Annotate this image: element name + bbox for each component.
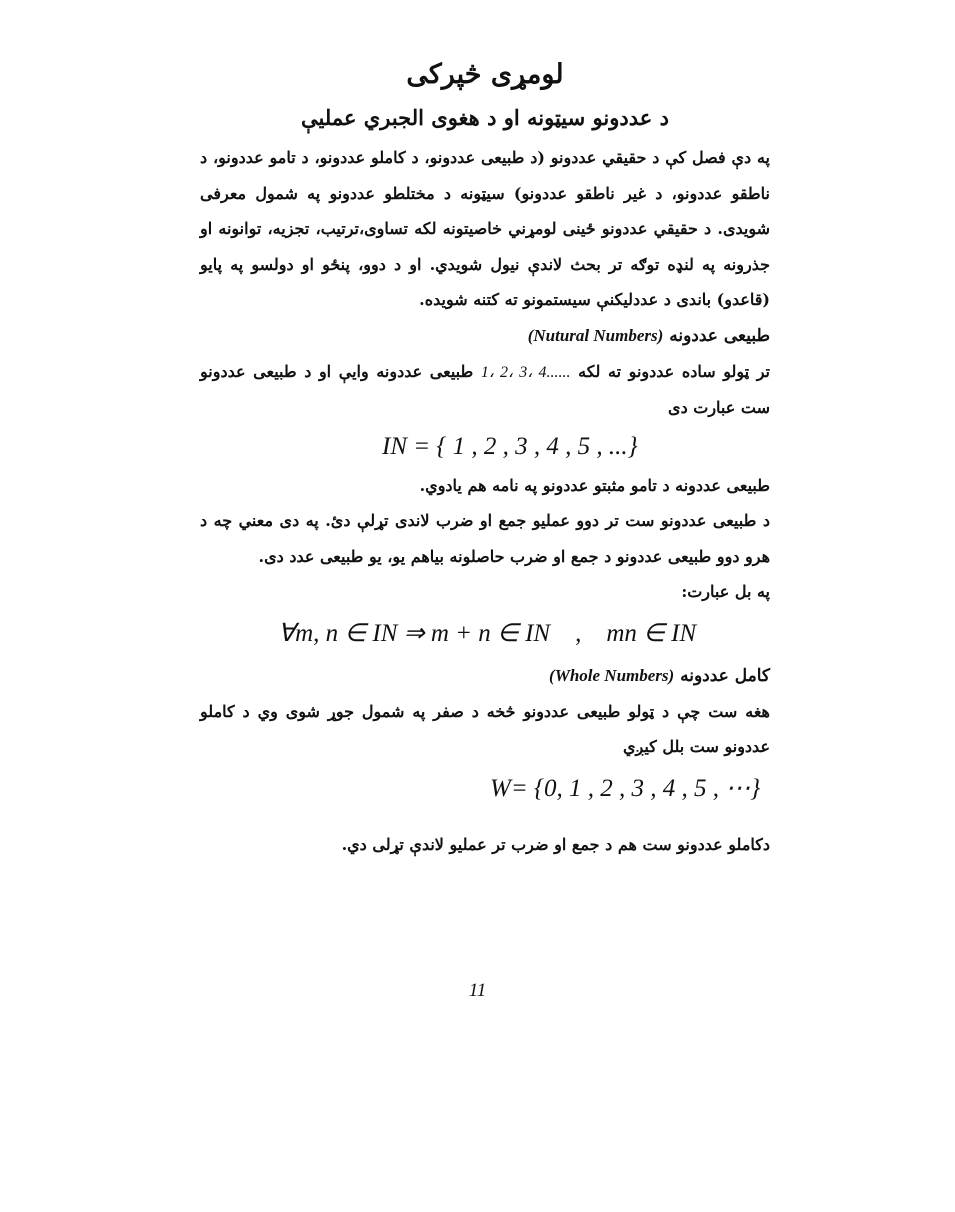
natural-definition-prefix: تر ټولو ساده عددونو ته لکه bbox=[578, 361, 770, 381]
section-title: د عددونو سیټونه او د هغوی الجبري عملیې bbox=[301, 105, 669, 130]
document-page bbox=[200, 52, 770, 862]
natural-numbers-heading-en: (Nutural Numbers) bbox=[527, 325, 664, 345]
natural-numbers-heading bbox=[200, 318, 770, 354]
whole-set-formula: W= {0, 1 , 2 , 3 , 4 , 5 , ⋯} bbox=[490, 774, 761, 802]
natural-positive-note: طبیعی عددونه د تامو مثبتو عددونو په نامه هم یادوي. bbox=[419, 475, 770, 495]
whole-numbers-heading-en: (Whole Numbers) bbox=[549, 665, 675, 685]
natural-definition-suffix: طبیعی عددونه وایې او د طبیعی عددونو ست عبارت دی bbox=[200, 361, 770, 417]
natural-numbers-heading-ps: طبیعی عددونه bbox=[669, 325, 770, 346]
chapter-title: لومړی څپرکی bbox=[406, 59, 564, 90]
closure-formula: ∀m, n ∈ IN ⇒ m + n ∈ IN , mn ∈ IN bbox=[278, 619, 697, 647]
page-number: 11 bbox=[468, 980, 487, 1001]
whole-numbers-definition: هغه ست چې د ټولو طبیعی عددونو څخه د صفر په شمول جوړ شوی وي د کاملو عددونو ست بلل کیږي bbox=[200, 701, 770, 756]
whole-closure-note: دکاملو عددونو ست هم د جمع او ضرب تر عملیو لاندې تړلی دي. bbox=[341, 834, 770, 854]
intro-paragraph: په دې فصل کې د حقیقي عددونو (د طبیعی عددونو، د کاملو عددونو، د تامو عددونو، د ناطقو عددونو، د غیر ناطقو عددونو) سیټونه د مختلطو عددونو په شمول معرفی شویدی. د حقیقي عددونو ځینی لومړني خاصیتونه لکه تساوی،ترتیب، تجزیه، توانونه او جذرونه په لنډه توګه تر بحث لاندې نیول شویدي. او د دوو، پنځو او دولسو په پایو (قاعدو) باندی د عددلیکنې سیستمونو ته کتنه شویده. bbox=[200, 148, 770, 309]
natural-numbers-definition bbox=[200, 354, 770, 426]
natural-set-formula: IN = { 1 , 2 , 3 , 4 , 5 , ...} bbox=[382, 432, 638, 460]
whole-numbers-heading bbox=[200, 658, 770, 694]
in-other-words-label: په بل عبارت: bbox=[681, 582, 770, 601]
spacer bbox=[200, 813, 770, 827]
whole-numbers-heading-ps: کامل عددونه bbox=[680, 665, 770, 686]
natural-closure-text: د طبیعی عددونو ست تر دوو عملیو جمع او ضرب لاندی تړلې دئ. په دی معني چه د هرو دوو طبیعی عددونو د جمع او ضرب حاصلونه بیاهم یو، یو طبیعی عدد دی. bbox=[200, 511, 770, 566]
natural-definition-numbers: 1، 2، 3، 4...... bbox=[480, 363, 571, 381]
